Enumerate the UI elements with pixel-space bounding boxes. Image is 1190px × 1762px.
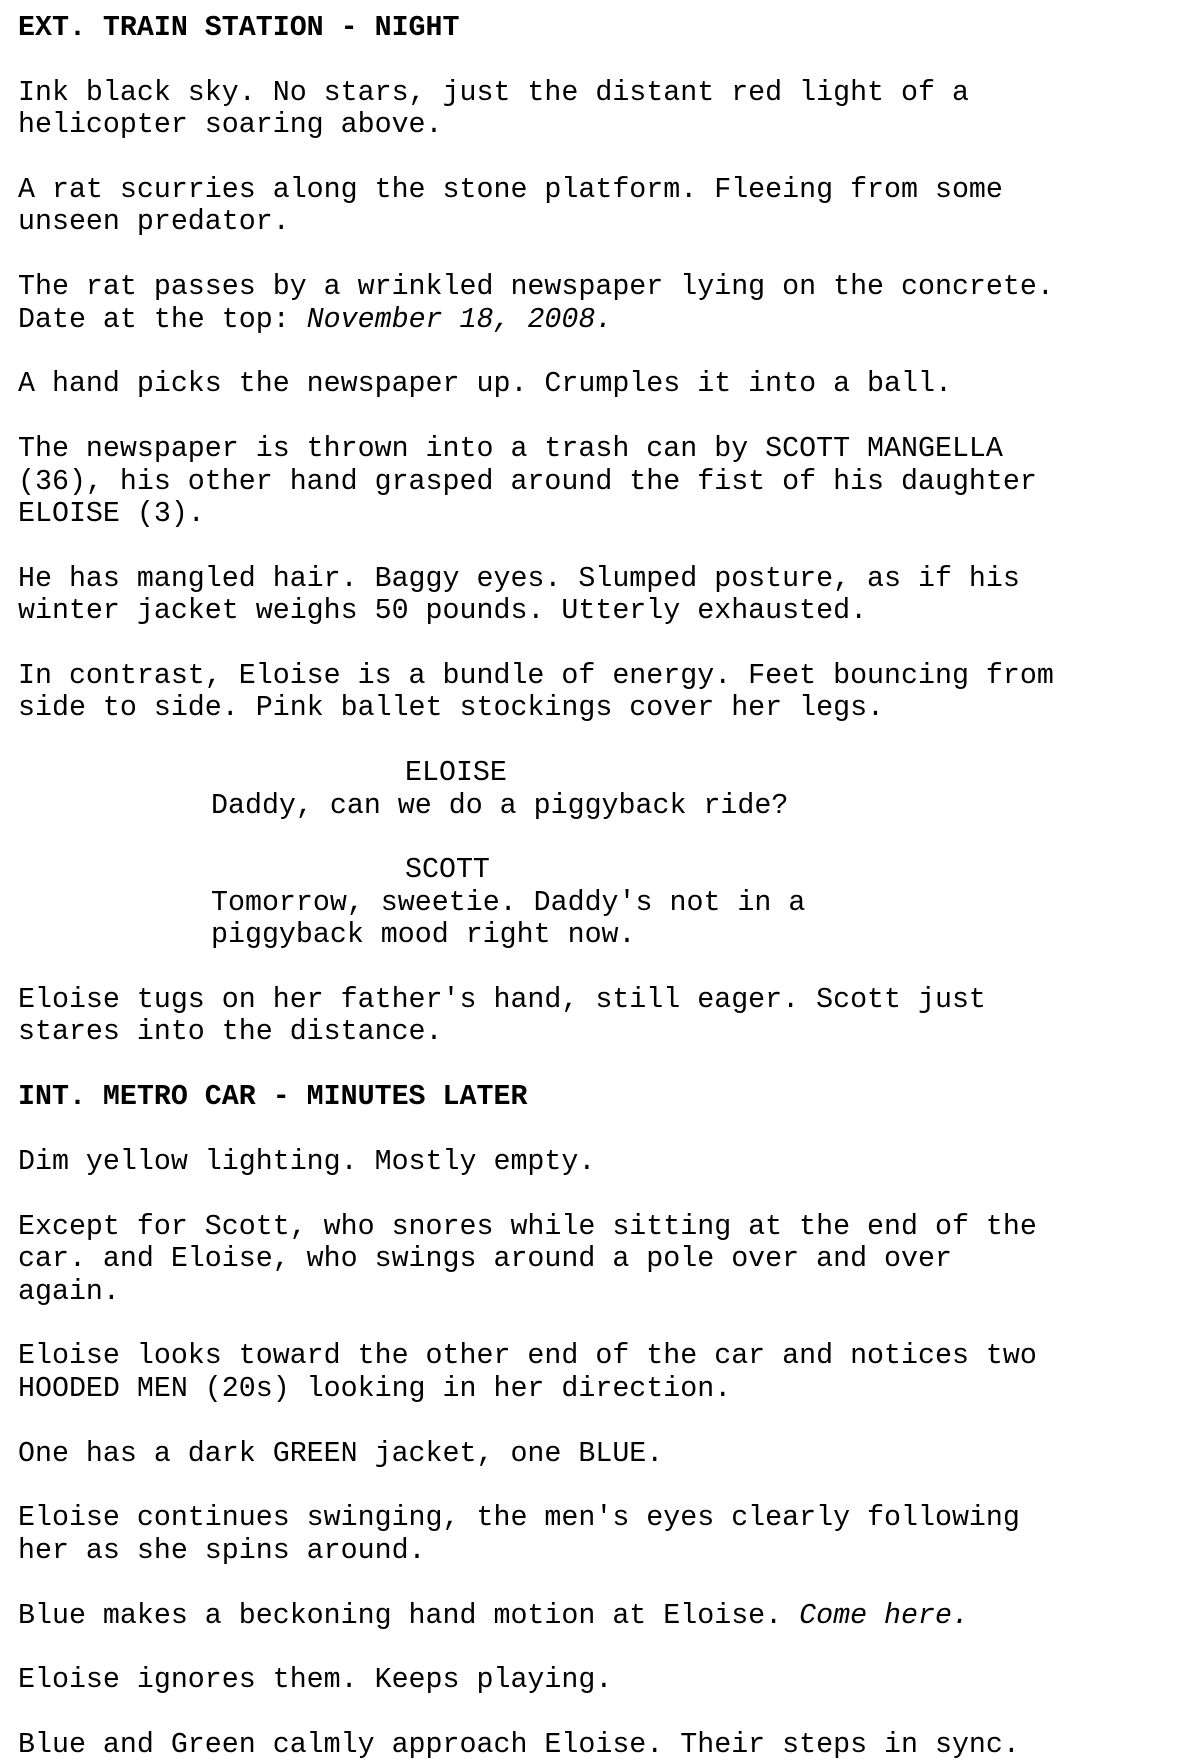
action-block xyxy=(18,1211,1190,1308)
text-line: piggyback mood right now. xyxy=(211,919,636,952)
text-line: her as she spins around. xyxy=(18,1534,426,1567)
action-block xyxy=(18,174,1190,239)
action-block xyxy=(18,660,1190,725)
action-block xyxy=(18,1502,1190,1567)
text-line: SCOTT xyxy=(405,854,490,887)
action-block xyxy=(18,984,1190,1049)
text-line: HOODED MEN (20s) looking in her direction. xyxy=(18,1372,732,1405)
text-line: In contrast, Eloise is a bundle of energy. Feet bouncing from xyxy=(18,660,1054,693)
text-line: ELOISE xyxy=(405,757,507,790)
italic-text: November 18, 2008. xyxy=(306,303,613,336)
action-block xyxy=(18,1664,1190,1696)
text-line: The rat passes by a wrinkled newspaper lying on the concrete. xyxy=(18,271,1054,304)
italic-text: Come here. xyxy=(799,1599,969,1632)
action-block xyxy=(18,563,1190,628)
action-block xyxy=(18,1438,1190,1470)
text-line: INT. METRO CAR - MINUTES LATER xyxy=(18,1081,528,1114)
text-line: A hand picks the newspaper up. Crumples it into a ball. xyxy=(18,368,952,401)
text-line: (36), his other hand grasped around the fist of his daughter xyxy=(18,465,1037,498)
text-line: Eloise looks toward the other end of the car and notices two xyxy=(18,1340,1037,1373)
text-line: stares into the distance. xyxy=(18,1016,443,1049)
text-line: Eloise continues swinging, the men's eyes clearly following xyxy=(18,1502,1020,1535)
text-line: helicopter soaring above. xyxy=(18,109,443,142)
text-line: winter jacket weighs 50 pounds. Utterly exhausted. xyxy=(18,595,868,628)
text-line: Dim yellow lighting. Mostly empty. xyxy=(18,1146,596,1179)
action-block xyxy=(18,368,1190,400)
text-line: side to side. Pink ballet stockings cover her legs. xyxy=(18,692,885,725)
dialogue-block xyxy=(18,790,1190,822)
action-block xyxy=(18,1600,1190,1632)
action-block xyxy=(18,1729,1190,1761)
text-line: Blue makes a beckoning hand motion at Eloise. xyxy=(18,1599,800,1632)
text-line: Ink black sky. No stars, just the distant red light of a xyxy=(18,76,969,109)
text-line: again. xyxy=(18,1275,120,1308)
text-line: Daddy, can we do a piggyback ride? xyxy=(211,789,789,822)
scene-heading xyxy=(18,12,1190,44)
text-line: The newspaper is thrown into a trash can by SCOTT MANGELLA xyxy=(18,433,1003,466)
action-block xyxy=(18,271,1190,336)
text-line: Eloise ignores them. Keeps playing. xyxy=(18,1664,613,1697)
text-line: A rat scurries along the stone platform. Fleeing from some xyxy=(18,174,1003,206)
text-line: He has mangled hair. Baggy eyes. Slumped posture, as if his xyxy=(18,562,1020,595)
text-line: Tomorrow, sweetie. Daddy's not in a xyxy=(211,886,806,919)
text-line: Blue and Green calmly approach Eloise. Their steps in sync. xyxy=(18,1729,1020,1762)
text-line: car. and Eloise, who swings around a pole over and over xyxy=(18,1243,952,1276)
text-line: Eloise tugs on her father's hand, still eager. Scott just xyxy=(18,984,986,1017)
character-name xyxy=(18,854,1190,886)
scene-heading xyxy=(18,1081,1190,1113)
action-block xyxy=(18,433,1190,530)
text-line: unseen predator. xyxy=(18,206,290,239)
dialogue-block xyxy=(18,887,1190,952)
text-line: Except for Scott, who snores while sitting at the end of the xyxy=(18,1210,1037,1243)
text-line: One has a dark GREEN jacket, one BLUE. xyxy=(18,1437,664,1470)
action-block xyxy=(18,77,1190,142)
text-line: EXT. TRAIN STATION - NIGHT xyxy=(18,12,460,44)
action-block xyxy=(18,1340,1190,1405)
text-line: Date at the top: xyxy=(18,303,307,336)
action-block xyxy=(18,1146,1190,1178)
character-name xyxy=(18,757,1190,789)
text-line: ELOISE (3). xyxy=(18,498,205,531)
